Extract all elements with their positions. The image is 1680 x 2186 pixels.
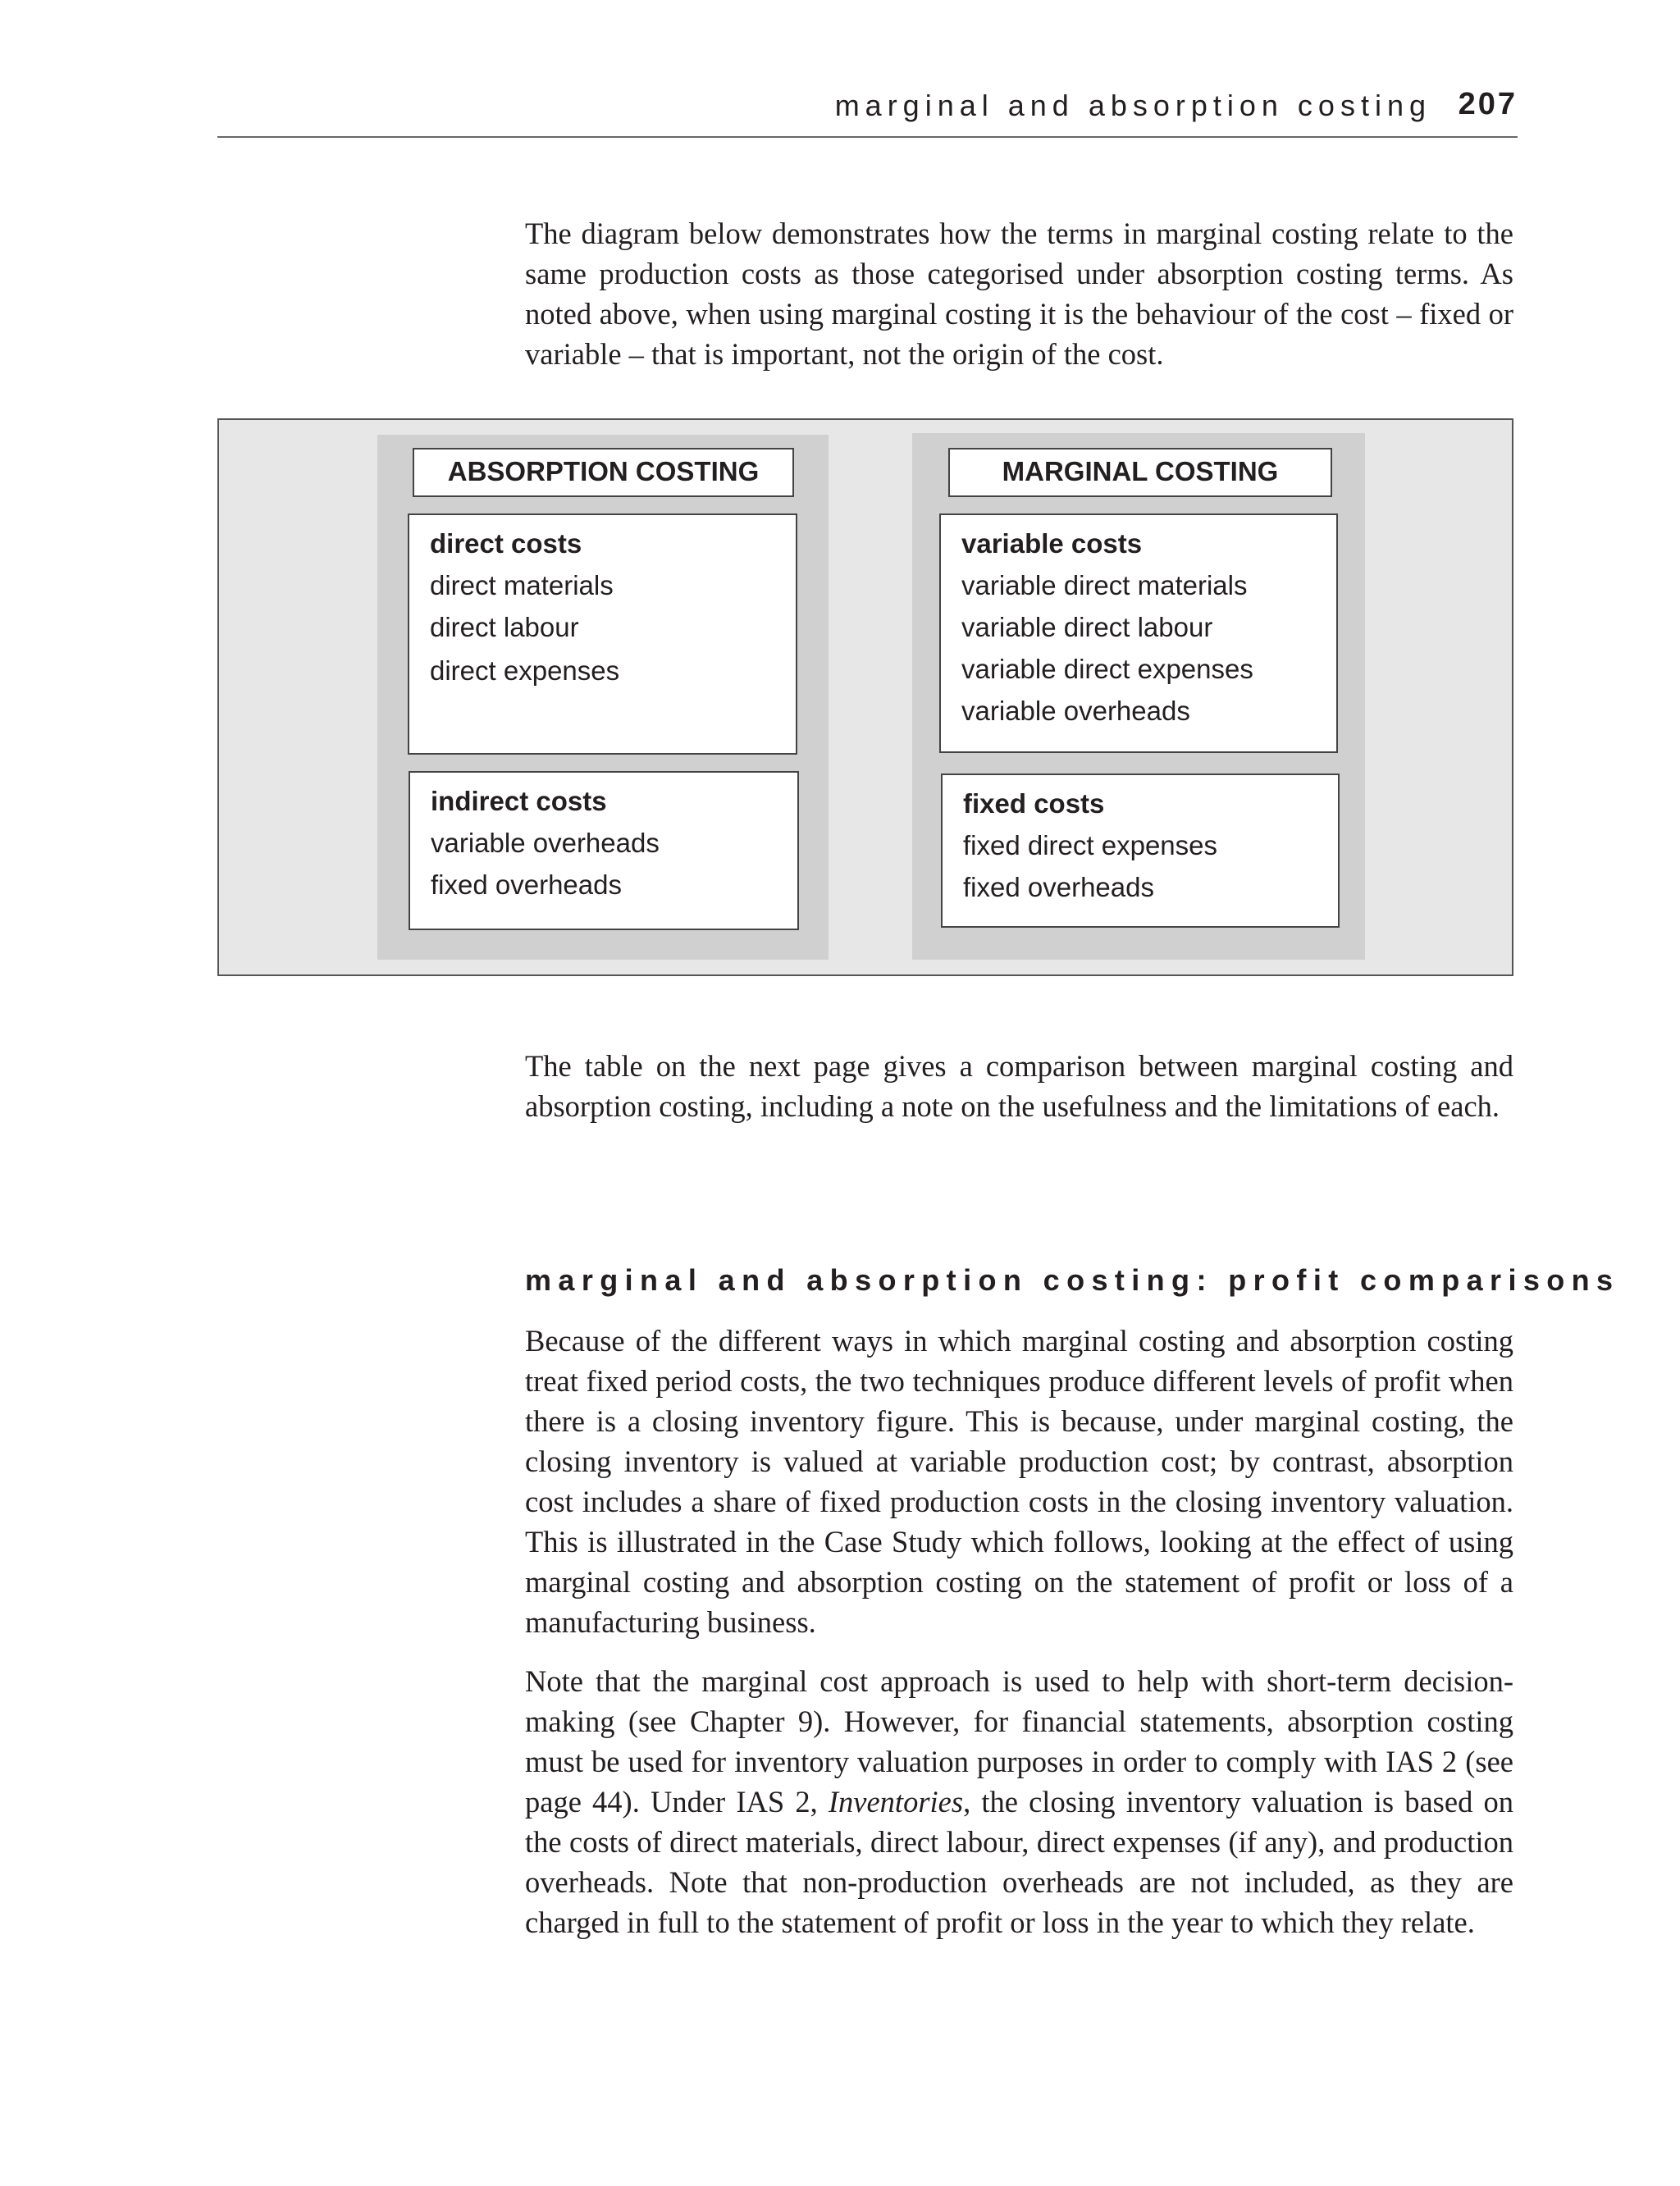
running-title: marginal and absorption costing: [834, 89, 1431, 122]
variable-costs-item: variable direct materials: [961, 570, 1248, 600]
direct-costs-item: direct materials: [430, 570, 614, 600]
paragraph-text: Note that the marginal cost approach is used to help with short-term decision-making (see Chapter 9). However, for financial statements, absorption costing must be used for inventory valuation purposes in order to comply with IAS 2 (see page 44). Under IAS 2,: [525, 1664, 1513, 1819]
direct-costs-item: direct labour: [430, 612, 579, 642]
fixed-costs-item: fixed direct expenses: [963, 830, 1218, 860]
indirect-costs-box: [409, 771, 799, 930]
variable-costs-heading: variable costs: [961, 528, 1143, 559]
paragraph-text: , the closing inventory valuation is based on the costs of direct materials, direct labour, direct expenses (if any), and production overheads. Note that non-production overheads are not included, as they are charged in full to the statement of profit or loss in the year to which they relate.: [525, 1785, 1513, 1939]
fixed-costs-item: fixed overheads: [963, 872, 1154, 902]
intro-paragraph: The diagram below demonstrates how the terms in marginal costing relate to the same production costs as those categorised under absorption costing terms. As noted above, when using marginal costing it is the behaviour of the cost – fixed or variable – that is important, not the origin of the cost.: [525, 217, 1513, 371]
indirect-costs-heading: indirect costs: [431, 786, 607, 816]
running-header: [217, 82, 1518, 138]
direct-costs-item: direct expenses: [430, 655, 620, 686]
indirect-costs-item: variable overheads: [431, 828, 660, 858]
absorption-costing-column: [377, 435, 829, 960]
costing-diagram: [217, 418, 1513, 976]
marginal-costing-title: MARGINAL COSTING: [948, 448, 1332, 497]
absorption-costing-title: ABSORPTION COSTING: [413, 448, 794, 497]
section-heading: marginal and absorption costing: profit comparisons: [525, 1263, 1620, 1297]
fixed-costs-box: [941, 774, 1340, 928]
table-note-paragraph: The table on the next page gives a comparison between marginal costing and absorption costing, including a note on the usefulness and the limitations of each.: [525, 1049, 1513, 1123]
inventories-term: Inventories: [828, 1785, 964, 1819]
fixed-costs-heading: fixed costs: [963, 788, 1105, 819]
variable-costs-item: variable direct expenses: [961, 654, 1253, 684]
profit-comparison-paragraph-1: Because of the different ways in which marginal costing and absorption costing treat fixed period costs, the two techniques produce different levels of profit when there is a closing inventory figure. This is because, under marginal costing, the closing inventory is valued at variable production cost; by contrast, absorption cost includes a share of fixed production costs in the closing inventory valuation. This is illustrated in the Case Study which follows, looking at the effect of using marginal costing and absorption costing on the statement of profit or loss of a manufacturing business.: [525, 1324, 1513, 1639]
direct-costs-box: [408, 513, 797, 755]
variable-costs-item: variable overheads: [961, 696, 1190, 726]
indirect-costs-item: fixed overheads: [431, 869, 622, 900]
variable-costs-item: variable direct labour: [961, 612, 1213, 642]
direct-costs-heading: direct costs: [430, 528, 582, 559]
marginal-costing-column: [912, 433, 1365, 960]
profit-comparison-paragraph-2: [525, 1661, 1513, 1942]
page-number: 207: [1458, 87, 1518, 121]
variable-costs-box: [939, 513, 1338, 753]
